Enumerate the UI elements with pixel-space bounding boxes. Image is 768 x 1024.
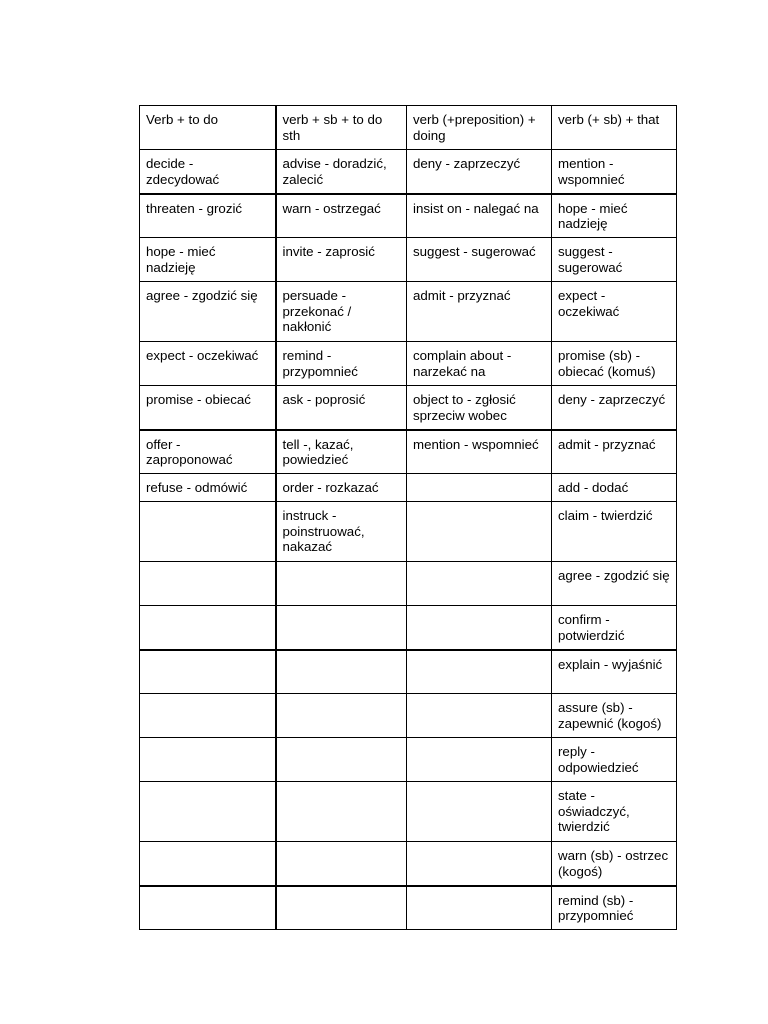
table-cell <box>140 606 276 650</box>
table-cell: decide - zdecydować <box>140 150 276 194</box>
table-cell <box>140 738 276 782</box>
header-cell: Verb + to do <box>140 106 276 150</box>
table-cell: add - dodać <box>552 474 677 502</box>
table-cell: suggest - sugerować <box>552 238 677 282</box>
table-cell: promise (sb) - obiecać (komuś) <box>552 342 677 386</box>
table-row <box>140 194 677 238</box>
table-cell: agree - zgodzić się <box>140 282 276 342</box>
table-cell <box>276 782 407 842</box>
table-cell: admit - przyznać <box>552 430 677 474</box>
table-row <box>140 386 677 430</box>
table-cell <box>276 562 407 606</box>
table-cell <box>407 606 552 650</box>
table-cell <box>407 694 552 738</box>
table-cell <box>140 562 276 606</box>
table-cell: explain - wyjaśnić <box>552 650 677 694</box>
table-cell: persuade - przekonać / nakłonić <box>276 282 407 342</box>
table-cell <box>407 782 552 842</box>
table-row <box>140 342 677 386</box>
table-cell: admit - przyznać <box>407 282 552 342</box>
table-cell: complain about - narzekać na <box>407 342 552 386</box>
table-row <box>140 782 677 842</box>
table-cell: claim - twierdzić <box>552 502 677 562</box>
table-cell: mention - wspomnieć <box>552 150 677 194</box>
table-cell <box>407 842 552 886</box>
table-cell <box>407 886 552 930</box>
table-row <box>140 562 677 606</box>
table-row <box>140 430 677 474</box>
header-cell: verb + sb + to do sth <box>276 106 407 150</box>
table-cell: remind - przypomnieć <box>276 342 407 386</box>
table-cell <box>407 738 552 782</box>
table-row <box>140 238 677 282</box>
table-cell: mention - wspomnieć <box>407 430 552 474</box>
verb-pattern-table <box>139 105 677 930</box>
table-row <box>140 606 677 650</box>
table-cell <box>140 842 276 886</box>
table-cell: instruck - poinstruować, nakazać <box>276 502 407 562</box>
table-cell: confirm - potwierdzić <box>552 606 677 650</box>
table-cell: tell -, kazać, powiedzieć <box>276 430 407 474</box>
table-cell: remind (sb) - przypomnieć <box>552 886 677 930</box>
table-cell <box>407 502 552 562</box>
table-cell <box>276 606 407 650</box>
table-cell: deny - zaprzeczyć <box>407 150 552 194</box>
table-row <box>140 650 677 694</box>
table-cell: order - rozkazać <box>276 474 407 502</box>
table-row <box>140 150 677 194</box>
table-cell: hope - mieć nadzieję <box>140 238 276 282</box>
table-cell <box>407 474 552 502</box>
table-cell <box>276 738 407 782</box>
table-cell <box>407 650 552 694</box>
table-cell <box>140 502 276 562</box>
table-cell: insist on - nalegać na <box>407 194 552 238</box>
table-cell: agree - zgodzić się <box>552 562 677 606</box>
table-cell: ask - poprosić <box>276 386 407 430</box>
table-cell: advise - doradzić, zalecić <box>276 150 407 194</box>
table-cell: refuse - odmówić <box>140 474 276 502</box>
table-cell: expect - oczekiwać <box>140 342 276 386</box>
table-cell: deny - zaprzeczyć <box>552 386 677 430</box>
table-row <box>140 502 677 562</box>
table-cell: hope - mieć nadzieję <box>552 194 677 238</box>
table-cell <box>140 650 276 694</box>
table-cell <box>140 782 276 842</box>
table-cell: suggest - sugerować <box>407 238 552 282</box>
table-row <box>140 738 677 782</box>
table-cell: warn - ostrzegać <box>276 194 407 238</box>
table-row <box>140 694 677 738</box>
table-cell: object to - zgłosić sprzeciw wobec <box>407 386 552 430</box>
table-cell: invite - zaprosić <box>276 238 407 282</box>
table-cell: threaten - grozić <box>140 194 276 238</box>
table-cell <box>276 650 407 694</box>
header-row <box>140 106 677 150</box>
table-cell: expect - oczekiwać <box>552 282 677 342</box>
table-cell <box>276 694 407 738</box>
table-cell <box>407 562 552 606</box>
table-cell <box>140 694 276 738</box>
table-cell: promise - obiecać <box>140 386 276 430</box>
table-cell <box>276 842 407 886</box>
table-cell: warn (sb) - ostrzec (kogoś) <box>552 842 677 886</box>
table-cell <box>140 886 276 930</box>
table-row <box>140 474 677 502</box>
table-cell: offer - zaproponować <box>140 430 276 474</box>
table-row <box>140 886 677 930</box>
table-cell: state - oświadczyć, twierdzić <box>552 782 677 842</box>
table-cell: assure (sb) - zapewnić (kogoś) <box>552 694 677 738</box>
header-cell: verb (+preposition) + doing <box>407 106 552 150</box>
table-row <box>140 842 677 886</box>
table-row <box>140 282 677 342</box>
header-cell: verb (+ sb) + that <box>552 106 677 150</box>
table-cell: reply - odpowiedzieć <box>552 738 677 782</box>
table-cell <box>276 886 407 930</box>
